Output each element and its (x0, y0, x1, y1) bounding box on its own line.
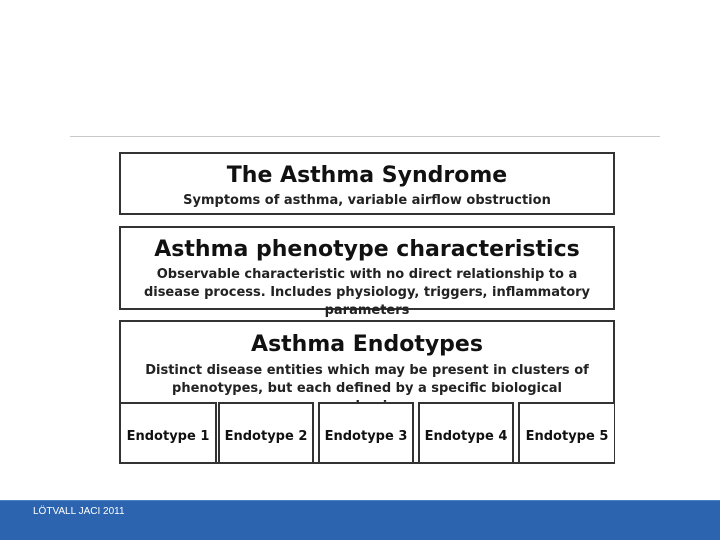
footer-citation: LÖTVALL JACI 2011 (33, 506, 125, 517)
phenotype-description: Observable characteristic with no direct relationship to a disease process. Includes physiology, triggers, inflammatory parameters (143, 267, 591, 318)
asthma-syndrome-title: The Asthma Syndrome (226, 163, 508, 188)
endotypes-description: Distinct disease entities which may be present in clusters of phenotypes, but each defined by a specific biological (145, 363, 589, 396)
asthma-syndrome-box (119, 152, 615, 215)
endotype-1: Endotype 1 (121, 402, 217, 462)
endotype-3: Endotype 3 (318, 402, 414, 462)
endotype-2: Endotype 2 (218, 402, 314, 462)
endotype-5: Endotype 5 (518, 402, 614, 462)
endotypes-box (119, 320, 615, 464)
phenotype-box (119, 226, 615, 318)
endotype-4: Endotype 4 (418, 402, 514, 462)
phenotype-title: Asthma phenotype characteristics (154, 237, 580, 262)
asthma-syndrome-description: Symptoms of asthma, variable airflow obstruction (183, 193, 551, 208)
footer-bar-highlight (0, 500, 720, 501)
header-divider (70, 136, 660, 137)
endotype-row (121, 400, 613, 462)
endotypes-title: Asthma Endotypes (251, 332, 483, 357)
